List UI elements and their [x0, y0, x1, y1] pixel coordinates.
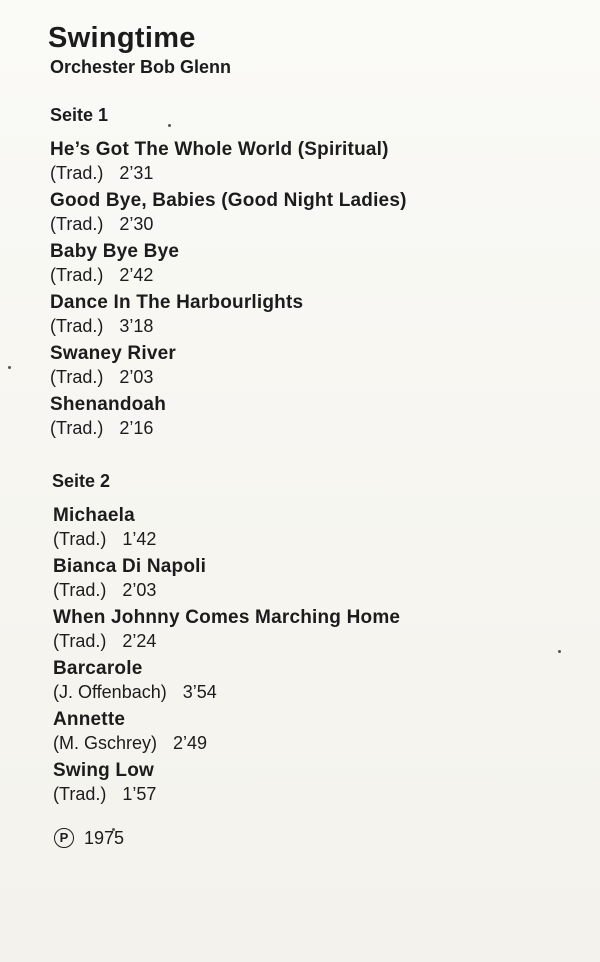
side-2-heading: Seite 2	[52, 471, 111, 491]
track-title: Baby Bye Bye	[50, 241, 180, 262]
track-duration: 2’42	[119, 265, 154, 285]
track-credits	[53, 528, 578, 551]
track-title: Good Bye, Babies (Good Night Ladies)	[50, 190, 407, 211]
track-credits	[50, 315, 578, 338]
track-credits	[53, 783, 578, 806]
album-title: Swingtime	[48, 22, 196, 54]
track-credits	[53, 732, 578, 755]
track-duration: 2’16	[119, 418, 154, 438]
copyright-line	[54, 826, 578, 850]
artist-name: Orchester Bob Glenn	[50, 57, 232, 77]
track-item	[50, 189, 578, 236]
track-duration: 2’03	[122, 580, 157, 600]
track-item	[53, 657, 578, 704]
track-composer: (Trad.)	[50, 265, 104, 285]
track-title: Swing Low	[53, 760, 155, 781]
track-composer: (M. Gschrey)	[53, 733, 158, 753]
copyright-year: 1975	[84, 828, 125, 848]
track-item	[53, 606, 578, 653]
track-composer: (Trad.)	[50, 316, 104, 336]
track-credits	[53, 579, 578, 602]
track-credits	[53, 630, 578, 653]
track-title: Shenandoah	[50, 394, 167, 415]
track-duration: 1’57	[122, 784, 157, 804]
track-item	[50, 393, 578, 440]
track-listing	[48, 22, 578, 850]
track-duration: 2’24	[122, 631, 157, 651]
track-item	[53, 504, 578, 551]
track-item	[53, 759, 578, 806]
track-composer: (J. Offenbach)	[53, 682, 167, 702]
track-duration: 2’03	[119, 367, 154, 387]
track-item	[50, 138, 578, 185]
track-title: Barcarole	[53, 658, 143, 679]
track-duration: 3’54	[182, 682, 217, 702]
track-composer: (Trad.)	[50, 214, 104, 234]
track-title: He’s Got The Whole World (Spiritual)	[50, 139, 389, 160]
track-composer: (Trad.)	[53, 529, 107, 549]
track-composer: (Trad.)	[50, 163, 104, 183]
track-composer: (Trad.)	[53, 580, 107, 600]
track-item	[50, 291, 578, 338]
track-title: Michaela	[53, 505, 135, 526]
paper-speck	[8, 366, 11, 369]
side-2-track-list	[53, 504, 578, 806]
side-1-track-list	[50, 138, 578, 440]
track-title: Annette	[53, 709, 126, 730]
track-credits	[53, 681, 578, 704]
track-duration: 1’42	[122, 529, 157, 549]
phonographic-copyright-icon: P	[54, 828, 74, 848]
track-title: Swaney River	[50, 343, 176, 364]
track-credits	[50, 213, 578, 236]
track-item	[50, 240, 578, 287]
track-title: Dance In The Harbourlights	[50, 292, 304, 313]
track-duration: 2’30	[119, 214, 154, 234]
track-title: When Johnny Comes Marching Home	[53, 607, 401, 628]
track-duration: 3’18	[119, 316, 154, 336]
track-title: Bianca Di Napoli	[53, 556, 207, 577]
track-credits	[50, 264, 578, 287]
track-duration: 2’49	[173, 733, 208, 753]
track-item	[53, 555, 578, 602]
track-composer: (Trad.)	[50, 418, 104, 438]
track-item	[50, 342, 578, 389]
track-composer: (Trad.)	[50, 367, 104, 387]
side-1-heading: Seite 1	[50, 105, 109, 125]
track-credits	[50, 162, 578, 185]
track-composer: (Trad.)	[53, 784, 107, 804]
track-item	[53, 708, 578, 755]
track-credits	[50, 417, 578, 440]
track-credits	[50, 366, 578, 389]
track-composer: (Trad.)	[53, 631, 107, 651]
track-duration: 2’31	[119, 163, 154, 183]
